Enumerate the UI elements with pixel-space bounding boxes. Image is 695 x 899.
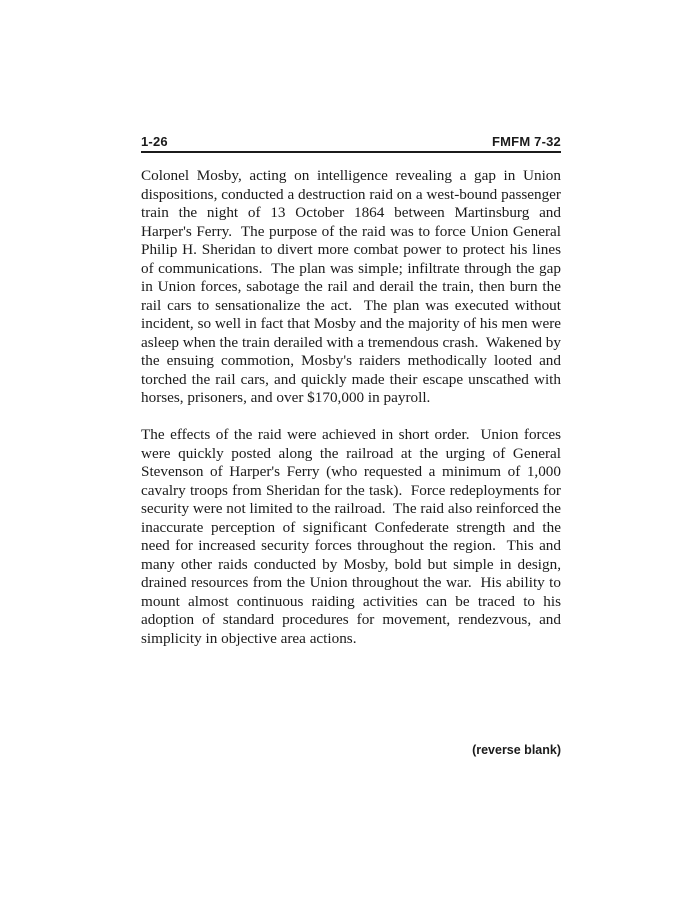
page-number: 1-26 [141, 134, 168, 149]
paragraph-raid-effects: The effects of the raid were achieved in short order. Union forces were quickly posted along the railroad at the urging of General Stevenson of Harper's Ferry (who requested a minimum of 1,000 cavalry troops from Sheridan for the task). Force redeployments for security were not limited to the railroad. The raid also reinforced the inaccurate perception of significant Confederate strength and the need for increased security forces throughout the region. This and many other raids conducted by Mosby, bold but simple in design, drained resources from the Union throughout the war. His ability to mount almost continuous raiding activities can be traced to his adoption of standard procedures for movement, rendezvous, and simplicity in objective area actions. [141, 426, 561, 647]
reverse-blank-note: (reverse blank) [472, 743, 561, 757]
text-column [141, 134, 561, 648]
page-header [141, 134, 561, 153]
document-number: FMFM 7-32 [492, 134, 561, 149]
paragraph-mosby-raid: Colonel Mosby, acting on intelligence revealing a gap in Union dispositions, conducted a destruction raid on a west-bound passenger train the night of 13 October 1864 between Martinsburg and Harper's Ferry. The purpose of the raid was to force Union General Philip H. Sheridan to divert more combat power to protect his lines of communications. The plan was simple; infiltrate through the gap in Union forces, sabotage the rail and derail the train, then burn the rail cars to sensationalize the act. The plan was executed without incident, so well in fact that Mosby and the majority of his men were asleep when the train derailed with a tremendous crash. Wakened by the ensuing commotion, Mosby's raiders methodically looted and torched the rail cars, and quickly made their escape unscathed with horses, prisoners, and over $170,000 in payroll. [141, 167, 561, 406]
